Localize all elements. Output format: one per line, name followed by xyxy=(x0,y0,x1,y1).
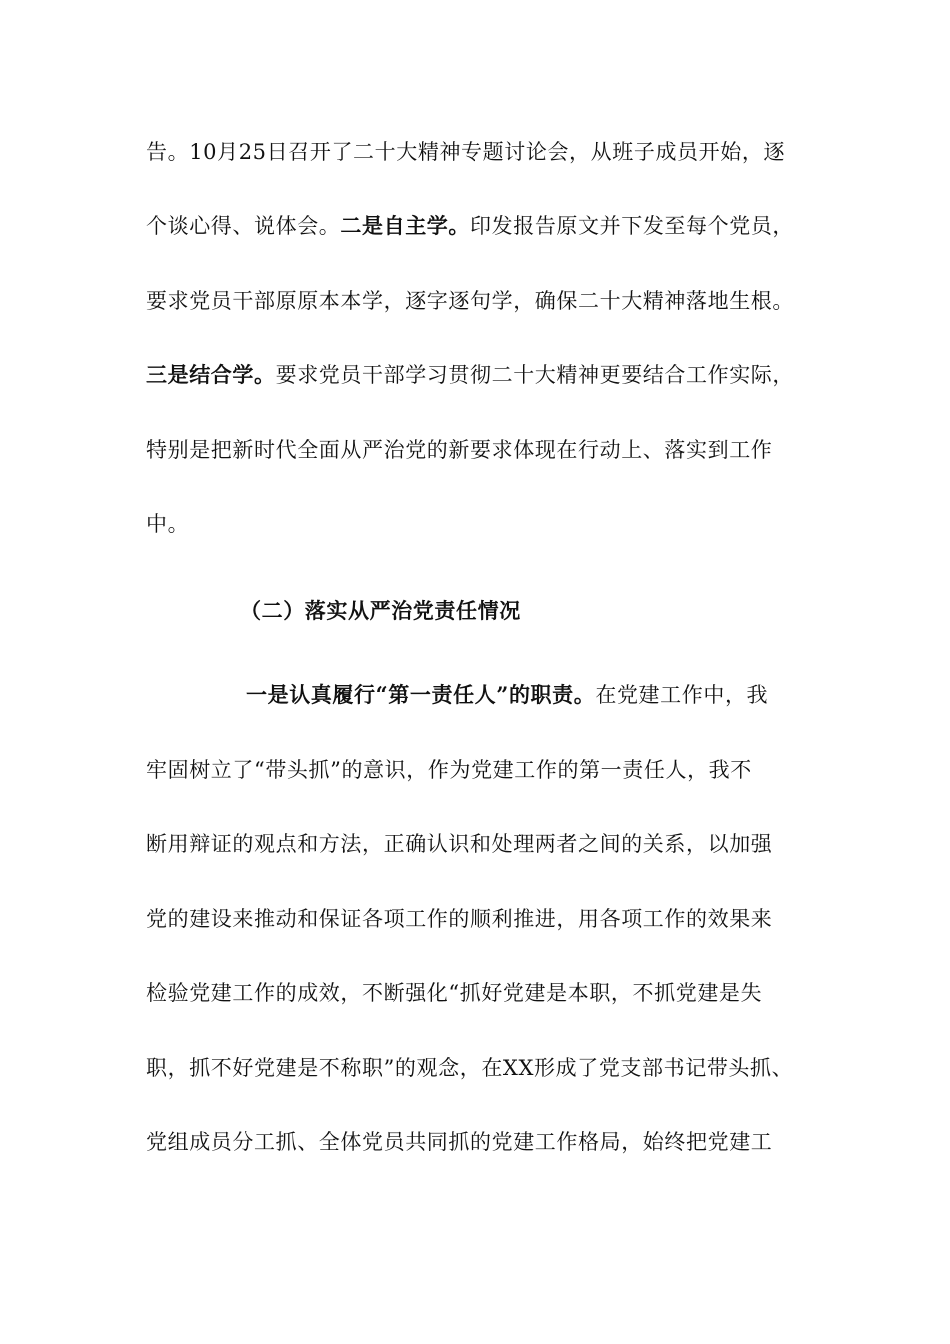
line-text: 党的建设来推动和保证各项工作的顺利推进，用各项工作的效果来 xyxy=(146,907,773,931)
section-heading xyxy=(240,596,521,626)
line-text: 牢固树立了“带头抓”的意识，作为党建工作的第一责任人，我不 xyxy=(146,758,752,782)
line-text: 党组成员分工抓、全体党员共同抓的党建工作格局，始终把党建工 xyxy=(146,1130,773,1154)
paragraph-line xyxy=(146,137,785,167)
paragraph-line xyxy=(146,211,794,241)
paragraph-line xyxy=(146,509,189,539)
heading-text: （二）落实从严治党责任情况 xyxy=(240,598,521,623)
paragraph-line xyxy=(146,435,772,465)
paragraph-line xyxy=(146,978,762,1008)
paragraph-line xyxy=(146,904,772,934)
paragraph-line xyxy=(246,680,768,710)
bold-lead: 二是自主学。 xyxy=(340,213,471,238)
line-text: 个谈心得、说体会。 xyxy=(146,214,341,238)
paragraph-line xyxy=(146,360,794,390)
line-text: 职，抓不好党建是不称职”的观念，在XX形成了党支部书记带头抓、 xyxy=(146,1056,794,1080)
line-text: 断用辩证的观点和方法，正确认识和处理两者之间的关系，以加强 xyxy=(146,832,773,856)
line-text: 印发报告原文并下发至每个党员， xyxy=(470,214,795,238)
bold-lead: 三是结合学。 xyxy=(146,362,276,387)
paragraph-line xyxy=(146,1053,793,1083)
line-text: 特别是把新时代全面从严治党的新要求体现在行动上、落实到工作 xyxy=(146,438,773,462)
line-text: 告。10月25日召开了二十大精神专题讨论会，从班子成员开始，逐 xyxy=(146,140,786,164)
bold-lead: 一是认真履行“第一责任人”的职责。 xyxy=(246,682,596,707)
paragraph-line xyxy=(146,829,772,859)
line-text: 要求党员干部学习贯彻二十大精神更要结合工作实际， xyxy=(275,363,795,387)
line-text: 中。 xyxy=(146,512,190,536)
paragraph-line xyxy=(146,286,794,316)
paragraph-line xyxy=(146,1127,772,1157)
line-text: 要求党员干部原原本本学，逐字逐句学，确保二十大精神落地生根。 xyxy=(146,289,794,313)
paragraph-line xyxy=(146,755,752,785)
line-text: 在党建工作中，我 xyxy=(595,683,769,707)
line-text: 检验党建工作的成效，不断强化“抓好党建是本职，不抓党建是失 xyxy=(146,981,763,1005)
